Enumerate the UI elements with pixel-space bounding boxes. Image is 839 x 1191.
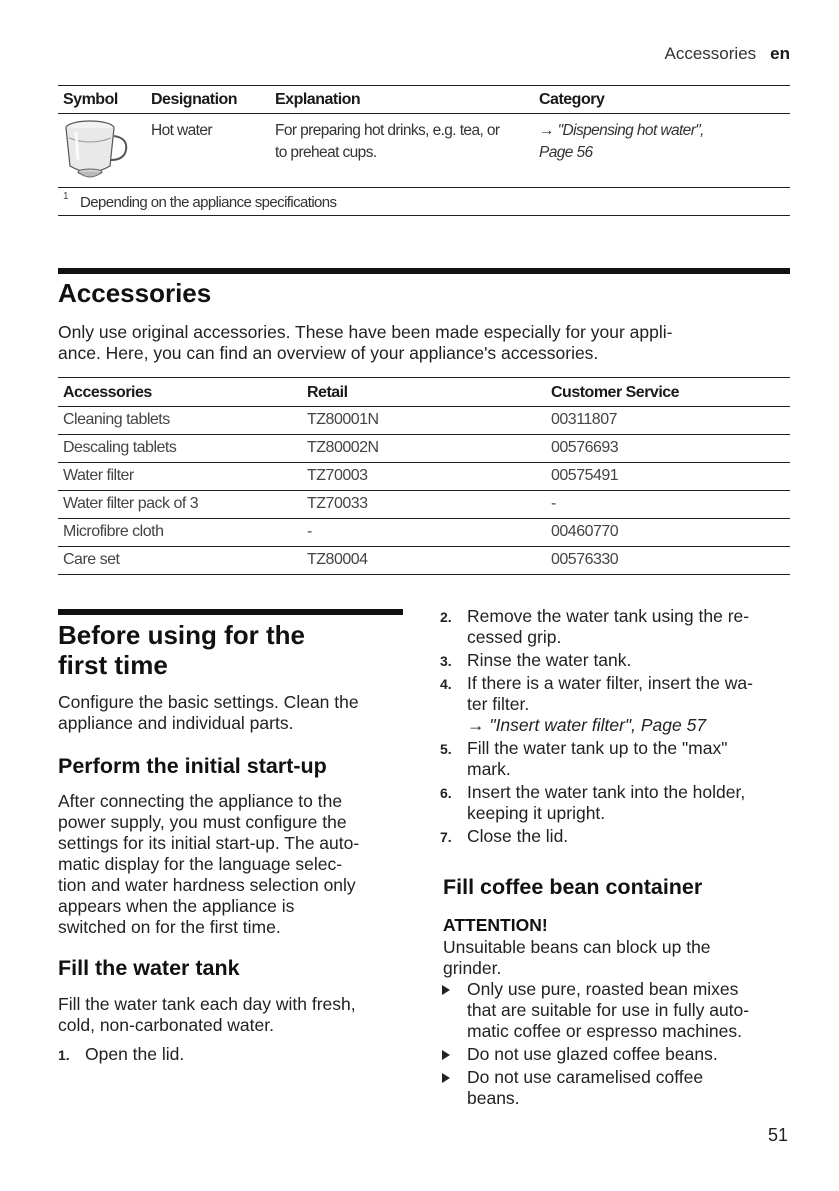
intro-line: appliance and individual parts.	[58, 713, 294, 733]
section-rule	[58, 609, 403, 615]
explanation-line: For preparing hot drinks, e.g. tea, or	[275, 122, 500, 139]
col-header-designation: Designation	[151, 91, 238, 108]
text-line: matic display for the language selec-	[58, 854, 343, 874]
text-line: settings for its initial start-up. The auto-	[58, 833, 360, 853]
bullet-triangle-icon	[442, 985, 450, 995]
accessory-name: Microfibre cloth	[63, 523, 164, 540]
accessory-name: Water filter	[63, 467, 134, 484]
step-text: If there is a water filter, insert the wa-	[467, 673, 753, 693]
col-header-retail: Retail	[307, 384, 348, 401]
steps-list-right	[440, 606, 792, 849]
step-text: keeping it upright.	[467, 803, 606, 823]
warning-text	[443, 937, 793, 979]
accessories-table-header	[58, 377, 790, 407]
step-text: Rinse the water tank.	[467, 650, 632, 670]
step-text: cessed grip.	[467, 627, 562, 647]
intro-line: Configure the basic settings. Clean the	[58, 692, 359, 712]
step-text: Fill the water tank up to the "max"	[467, 738, 728, 758]
step-item	[58, 1044, 403, 1065]
water-tank-text	[58, 994, 403, 1036]
first-time-intro	[58, 692, 403, 734]
retail-code: TZ70003	[307, 467, 368, 484]
bullet-text: Do not use caramelised coffee	[467, 1067, 704, 1087]
step-item	[440, 826, 792, 847]
text-line: cold, non-carbonated water.	[58, 1015, 274, 1035]
step-reference-link[interactable]: → "Insert water filter", Page 57	[467, 715, 707, 735]
title-line: first time	[58, 650, 168, 680]
category-page: Page 56	[539, 144, 593, 161]
service-code: 00576693	[551, 439, 619, 456]
service-code: 00311807	[551, 411, 617, 428]
accessories-table	[58, 377, 790, 575]
table-row	[58, 519, 790, 547]
accessories-intro	[58, 322, 793, 364]
text-line: tion and water hardness selection only	[58, 875, 356, 895]
step-item	[440, 782, 792, 824]
text-line: grinder.	[443, 958, 502, 978]
accessory-name: Care set	[63, 551, 120, 568]
retail-code: TZ80001N	[307, 411, 379, 428]
header-section: Accessories	[664, 44, 757, 63]
footnote-text: Depending on the appliance specifications	[80, 194, 337, 211]
text-line: Fill the water tank each day with fresh,	[58, 994, 356, 1014]
retail-code: TZ70033	[307, 495, 368, 512]
symbol-table	[58, 85, 790, 216]
header-language: en	[770, 44, 790, 63]
step-text: mark.	[467, 759, 511, 779]
step-number: 6.	[440, 785, 452, 801]
step-item	[440, 650, 792, 671]
step-item	[440, 673, 792, 736]
accessory-name: Descaling tablets	[63, 439, 177, 456]
step-number: 1.	[58, 1047, 70, 1063]
text-line: After connecting the appliance to the	[58, 791, 343, 811]
col-header-symbol: Symbol	[63, 91, 118, 108]
water-tank-title: Fill the water tank	[58, 956, 240, 980]
accessory-name: Water filter pack of 3	[63, 495, 199, 512]
step-number: 3.	[440, 653, 452, 669]
retail-code: TZ80002N	[307, 439, 379, 456]
accessories-title: Accessories	[58, 278, 212, 308]
step-number: 5.	[440, 741, 452, 757]
category-hot-water	[539, 120, 704, 164]
running-header	[665, 44, 790, 64]
col-header-category: Category	[539, 91, 605, 108]
text-line: power supply, you must configure the	[58, 812, 347, 832]
bullet-text: beans.	[467, 1088, 520, 1108]
hot-water-cup-icon	[62, 116, 128, 184]
step-item	[440, 738, 792, 780]
table-row	[58, 463, 790, 491]
step-text: Open the lid.	[85, 1044, 185, 1064]
text-line: appears when the appliance is	[58, 896, 295, 916]
symbol-row-hot-water	[58, 114, 790, 188]
step-text: Remove the water tank using the re-	[467, 606, 750, 626]
symbol-table-footnote	[58, 188, 790, 216]
bean-bullets	[440, 979, 792, 1111]
text-line: Unsuitable beans can block up the	[443, 937, 711, 957]
table-row	[58, 547, 790, 575]
step-text: ter filter.	[467, 694, 530, 714]
startup-text	[58, 791, 403, 938]
table-row	[58, 435, 790, 463]
step-number: 4.	[440, 676, 452, 692]
table-row	[58, 491, 790, 519]
explanation-line: to preheat cups.	[275, 144, 377, 161]
designation-hot-water: Hot water	[151, 122, 212, 139]
section-rule	[58, 268, 790, 274]
accessory-name: Cleaning tablets	[63, 411, 170, 428]
step-item	[440, 606, 792, 648]
bullet-triangle-icon	[442, 1050, 450, 1060]
steps-list-left	[58, 1044, 403, 1067]
retail-code: TZ80004	[307, 551, 368, 568]
col-header-customer-service: Customer Service	[551, 384, 680, 401]
bullet-item	[440, 1067, 792, 1109]
bullet-item	[440, 979, 792, 1042]
text-line: switched on for the first time.	[58, 917, 281, 937]
intro-line: ance. Here, you can find an overview of your appliance's accessories.	[58, 343, 599, 363]
col-header-accessories: Accessories	[63, 384, 152, 401]
bullet-text: that are suitable for use in fully auto-	[467, 1000, 750, 1020]
intro-line: Only use original accessories. These have been made especially for your appli-	[58, 322, 673, 342]
bean-container-title: Fill coffee bean container	[443, 875, 703, 899]
category-reference: → "Dispensing hot water",	[539, 122, 704, 139]
step-text: Close the lid.	[467, 826, 569, 846]
symbol-table-header	[58, 86, 790, 114]
service-code: 00460770	[551, 523, 619, 540]
service-code: -	[551, 495, 556, 512]
page-number: 51	[767, 1125, 788, 1145]
step-number: 2.	[440, 609, 452, 625]
service-code: 00576330	[551, 551, 619, 568]
attention-label: ATTENTION!	[443, 915, 548, 935]
bullet-text: matic coffee or espresso machines.	[467, 1021, 742, 1041]
service-code: 00575491	[551, 467, 619, 484]
step-text: Insert the water tank into the holder,	[467, 782, 746, 802]
bullet-item	[440, 1044, 792, 1065]
table-row	[58, 407, 790, 435]
explanation-hot-water	[275, 120, 499, 164]
step-number: 7.	[440, 829, 452, 845]
title-line: Before using for the	[58, 620, 306, 650]
bullet-triangle-icon	[442, 1073, 450, 1083]
bullet-text: Only use pure, roasted bean mixes	[467, 979, 739, 999]
col-header-explanation: Explanation	[275, 91, 361, 108]
bullet-text: Do not use glazed coffee beans.	[467, 1044, 718, 1064]
retail-code: -	[307, 523, 312, 540]
first-time-title	[58, 620, 305, 680]
startup-title: Perform the initial start-up	[58, 754, 327, 778]
footnote-mark: 1	[63, 191, 69, 202]
